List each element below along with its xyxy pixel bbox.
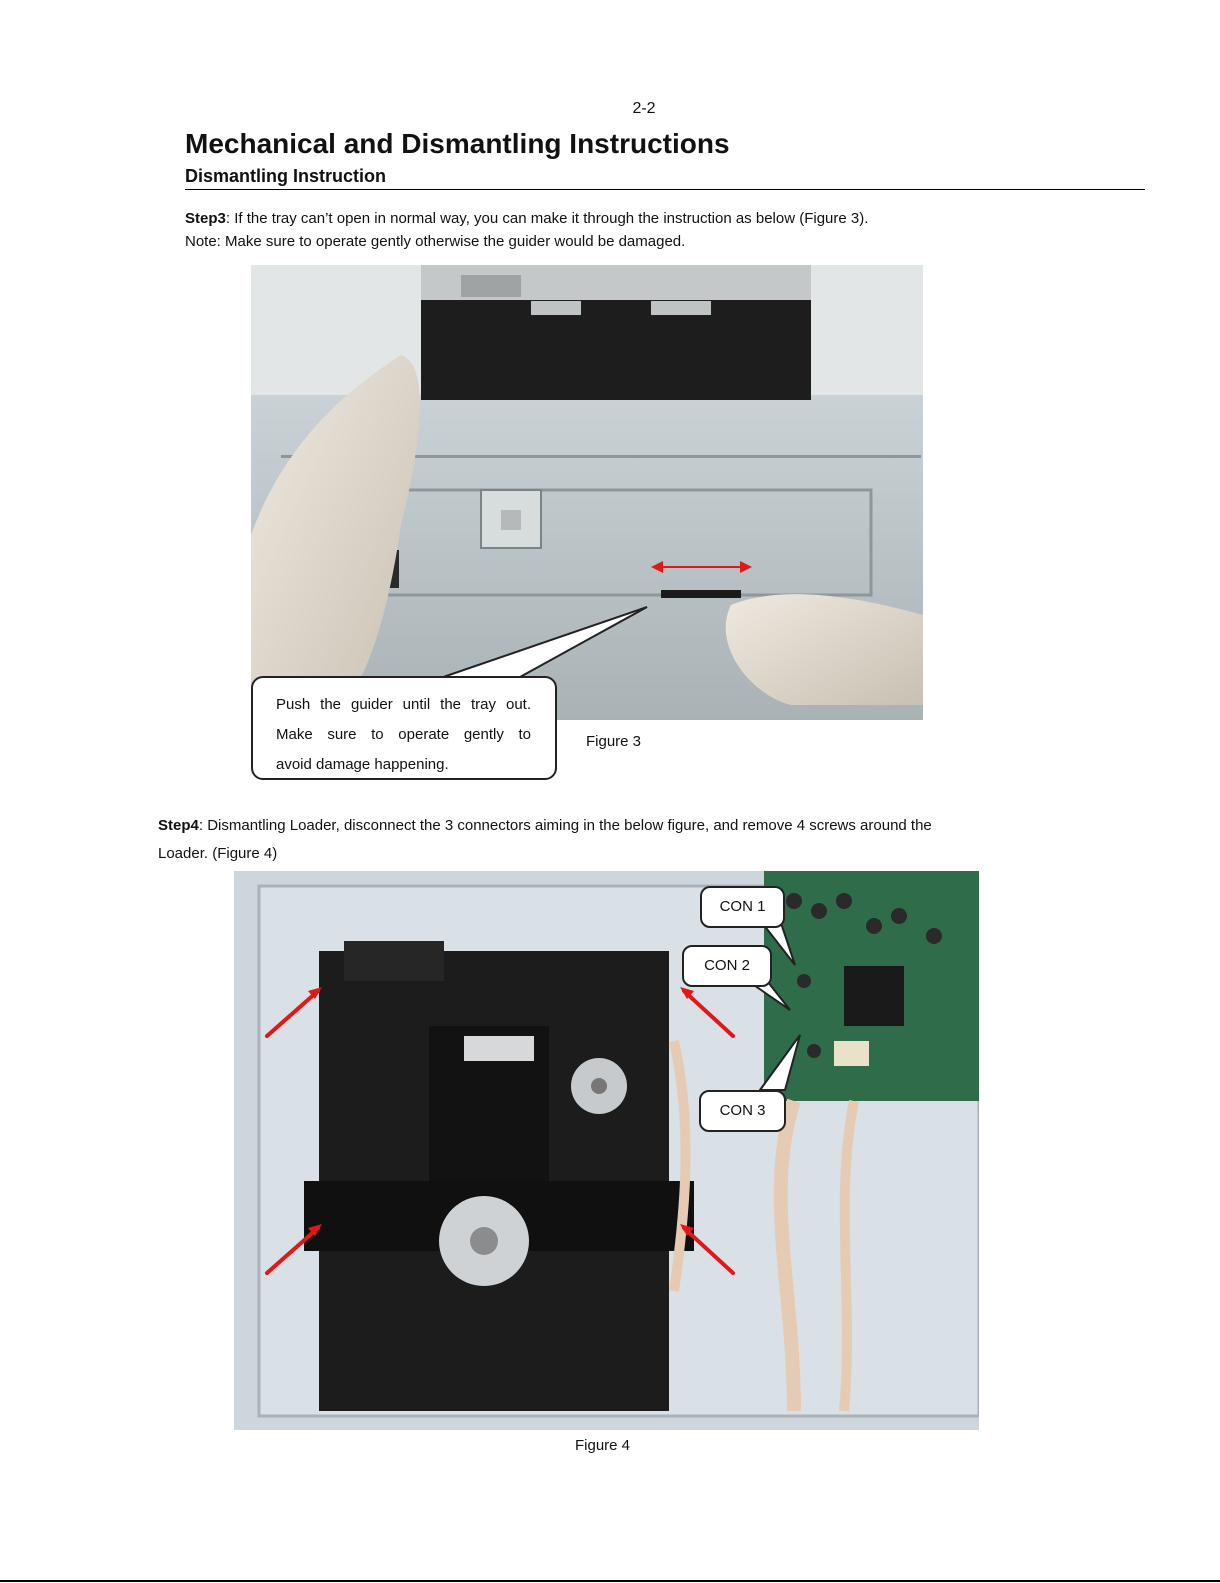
footer-rule [0,1580,1220,1582]
callout-line-2: Make sure to operate gently to [276,726,531,743]
figure-3-caption: Figure 3 [586,733,642,750]
step4-text: : Dismantling Loader, disconnect the 3 connectors aiming in the below figure, and remove 4 screws around the [198,817,932,834]
con-2-label: CON 2 [682,945,772,987]
callout-line-3: avoid damage happening. [276,756,449,773]
section-subtitle: Dismantling Instruction [185,166,387,186]
step4-label: Step4 [158,817,199,834]
callout-line-1: Push the guider until the tray out. [276,696,531,713]
con-3-label: CON 3 [699,1090,786,1132]
step3-label: Step3 [185,210,226,227]
step3-note: Note: Make sure to operate gently otherwise the guider would be damaged. [185,233,686,250]
page-number: 2-2 [632,100,656,117]
page-title: Mechanical and Dismantling Instructions [185,128,730,159]
con-1-label: CON 1 [700,886,785,928]
step4-paragraph [158,815,1158,837]
figure-4-caption: Figure 4 [575,1437,631,1454]
connector-pointers [0,860,1220,1120]
step3-text: : If the tray can’t open in normal way, you can make it through the instruction as below (Figure 3). [225,210,869,227]
callout-text [276,690,531,780]
step4-text-2: Loader. (Figure 4) [158,845,278,862]
